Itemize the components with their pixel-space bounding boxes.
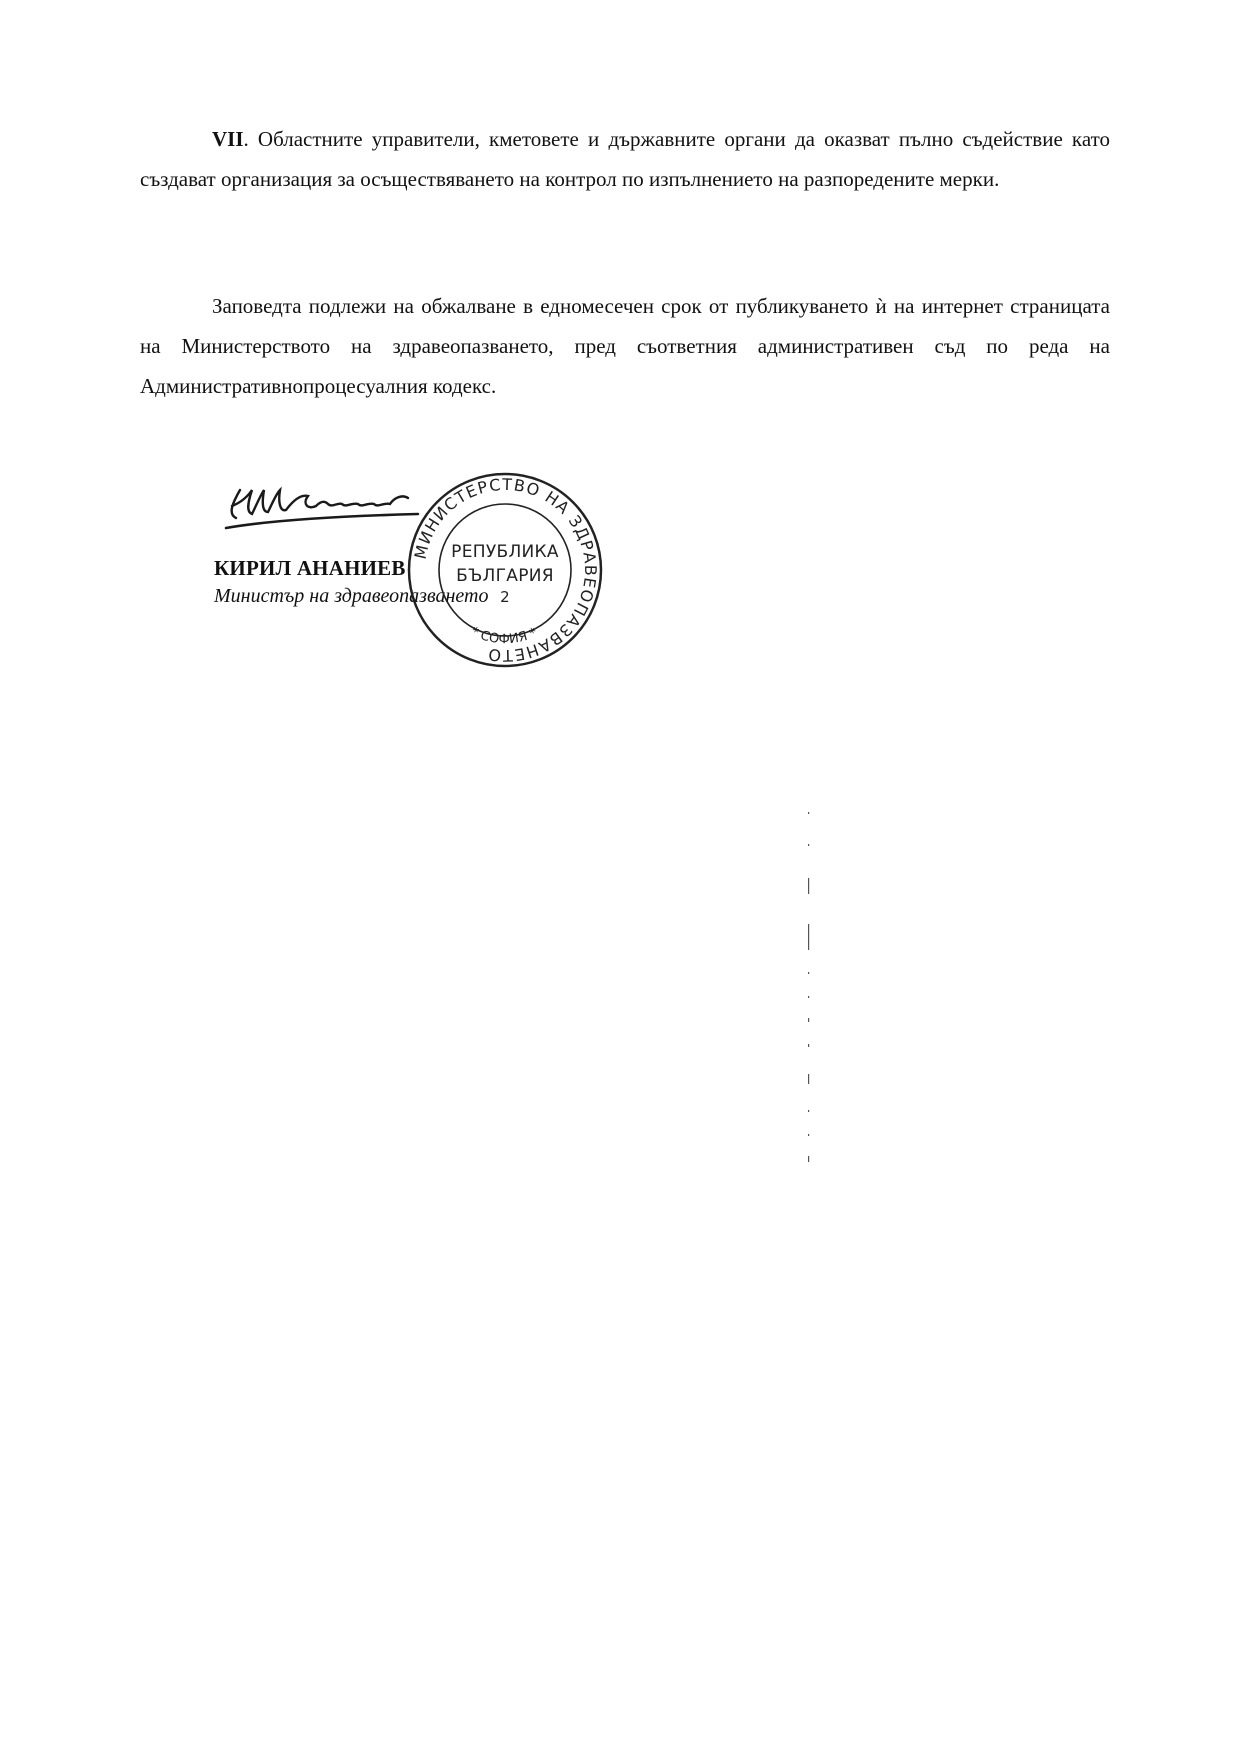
- paragraph-vii-text: . Областните управители, кметовете и държавните органи да оказват пълно съдействие като създават организация за осъществяването на контрол по изпълнението на разпоредените мерки.: [140, 127, 1110, 191]
- signer-name: КИРИЛ АНАНИЕВ: [214, 556, 406, 580]
- paragraph-number: VII: [212, 127, 244, 151]
- handwritten-signature: [222, 484, 422, 536]
- stamp-center-line-1: РЕПУБЛИКА: [451, 542, 559, 562]
- appeal-paragraph-text: Заповедта подлежи на обжалване в едномесечен срок от публикуването ѝ на интернет страницата на Министерството на здравеопазването, пред съответния административен съд по реда на Административнопроцесуалния кодекс.: [140, 294, 1110, 398]
- stamp-bottom-textpath: * СОФИЯ *: [468, 624, 540, 648]
- paragraph-vii: [140, 119, 1110, 199]
- stamp-center-line-2: БЪЛГАРИЯ: [456, 566, 554, 586]
- appeal-paragraph: [140, 286, 1110, 406]
- signer-title: Министър на здравеопазването: [214, 585, 489, 607]
- stamp-center-line-3: 2: [500, 588, 510, 606]
- official-stamp: [405, 470, 605, 670]
- scan-artifact-marks: [806, 812, 812, 1192]
- stamp-ring-textpath: МИНИСТЕРСТВО НА ЗДРАВЕОПАЗВАНЕТО: [410, 474, 601, 666]
